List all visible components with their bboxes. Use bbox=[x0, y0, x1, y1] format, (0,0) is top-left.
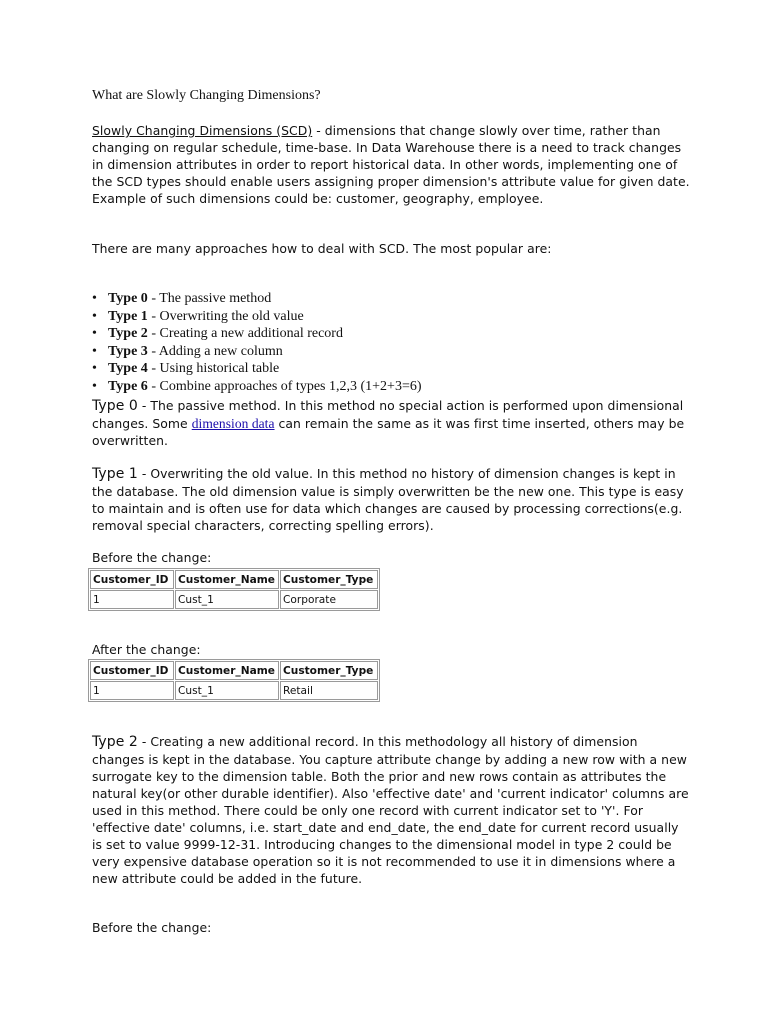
col-header: Customer_ID bbox=[90, 661, 174, 680]
table-cell: 1 bbox=[90, 681, 174, 700]
dimension-data-link[interactable]: dimension data bbox=[191, 416, 275, 431]
before-change-table bbox=[88, 568, 380, 611]
table-cell: Retail bbox=[280, 681, 378, 700]
after-change-table bbox=[88, 659, 380, 702]
type2-label: Type 2 bbox=[92, 734, 138, 750]
scd-types-list bbox=[92, 290, 422, 396]
approaches-text: There are many approaches how to deal with SCD. The most popular are: bbox=[92, 241, 552, 256]
page-heading: What are Slowly Changing Dimensions? bbox=[92, 88, 321, 103]
col-header: Customer_Type bbox=[280, 570, 378, 589]
after-change-label: After the change: bbox=[92, 642, 201, 657]
table-header-row bbox=[90, 661, 378, 680]
type1-label: Type 1 bbox=[92, 466, 138, 482]
type0-label: Type 0 bbox=[92, 398, 138, 414]
table-cell: Cust_1 bbox=[175, 590, 279, 609]
table-cell: 1 bbox=[90, 590, 174, 609]
table-cell: Cust_1 bbox=[175, 681, 279, 700]
intro-paragraph bbox=[92, 122, 692, 207]
type2-paragraph: Type 2 - Creating a new additional record. In this methodology all history of dimension changes is kept in the database. You capture attribute change by adding a new row with a new surrogate key to the dimension table. Both the prior and new rows contain as attributes the natural key(or other durable identifier). Also 'effective date' and 'current indicator' columns are used in this method. There could be only one record with current indicator set to 'Y'. For 'effective date' columns, i.e. start_date and end_date, the end_date for current record usually is set to value 9999-12-31. Introducing changes to the dimensional model in type 2 could be very expensive database operation so it is not recommended to use it in dimensions where a new attribute could be added in the future. bbox=[92, 734, 689, 886]
type1-paragraph: Type 1 - Overwriting the old value. In this method no history of dimension changes is kept in the database. The old dimension value is simply overwritten be the new one. This type is easy to maintain and is often use for data which changes are caused by processing corrections(e.g. removal special characters, correcting spelling errors). bbox=[92, 466, 684, 533]
table-header-row bbox=[90, 570, 378, 589]
list-item: • Type 4 - Using historical table bbox=[92, 360, 422, 378]
col-header: Customer_Name bbox=[175, 570, 279, 589]
type0-paragraph: Type 0 - The passive method. In this method no special action is performed upon dimensional changes. Some dimension data can remain the same as it was first time inserted, others may be overwritten. bbox=[92, 398, 685, 448]
table-row bbox=[90, 590, 378, 609]
intro-text: - dimensions that change slowly over time, rather than changing on regular schedule, time-base. In Data Warehouse there is a need to track changes in dimension attributes in order to report historical data. In other words, implementing one of the SCD types should enable users assigning proper dimension's attribute value for given date. Example of such dimensions could be: customer, geography, employee. bbox=[92, 123, 690, 206]
list-item: • Type 1 - Overwriting the old value bbox=[92, 308, 422, 326]
table-row bbox=[90, 681, 378, 700]
scd-term: Slowly Changing Dimensions (SCD) bbox=[92, 123, 313, 138]
table-cell: Corporate bbox=[280, 590, 378, 609]
before-change-label: Before the change: bbox=[92, 550, 212, 565]
list-item: • Type 2 - Creating a new additional record bbox=[92, 325, 422, 343]
col-header: Customer_Name bbox=[175, 661, 279, 680]
list-item: • Type 3 - Adding a new column bbox=[92, 343, 422, 361]
col-header: Customer_ID bbox=[90, 570, 174, 589]
type2-before-change-label: Before the change: bbox=[92, 920, 212, 935]
list-item: • Type 6 - Combine approaches of types 1,2,3 (1+2+3=6) bbox=[92, 378, 422, 396]
col-header: Customer_Type bbox=[280, 661, 378, 680]
list-item: • Type 0 - The passive method bbox=[92, 290, 422, 308]
